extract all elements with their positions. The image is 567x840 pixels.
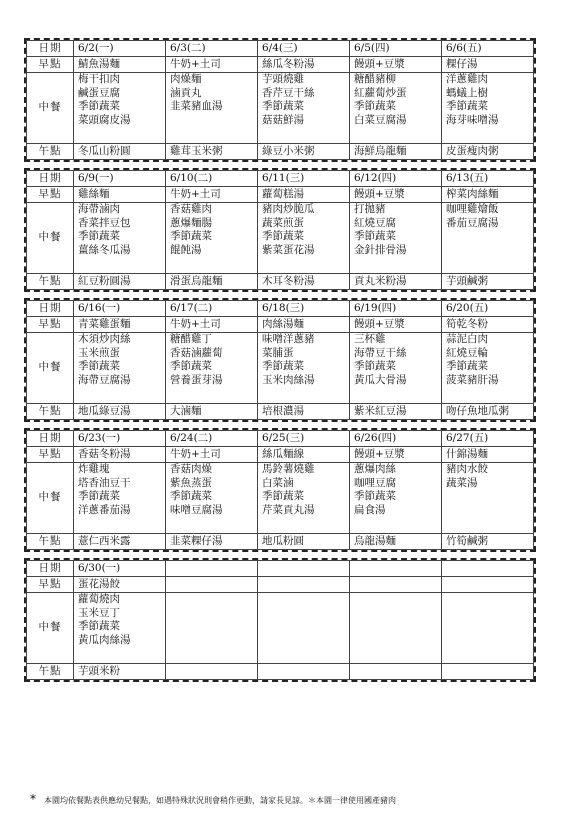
lunch-dish: 紅蘿蔔炒蛋 xyxy=(354,86,407,99)
lunch-dishes xyxy=(442,203,534,274)
lunch-dish: 季節蔬菜 xyxy=(78,620,120,632)
lunch-dishes xyxy=(74,333,166,404)
lunch-dishes xyxy=(442,463,534,534)
breakfast-item: 饅頭+豆漿 xyxy=(350,187,442,203)
day-date xyxy=(442,561,534,577)
lunch-dish: 韭菜豬血湯 xyxy=(170,100,223,112)
lunch-row-label: 中餐 xyxy=(27,593,74,664)
week-table xyxy=(26,170,534,290)
lunch-dish: 薑絲冬瓜湯 xyxy=(78,243,131,256)
snack-row xyxy=(27,404,534,420)
day-date: 6/16(一) xyxy=(74,301,166,317)
day-date: 6/9(一) xyxy=(74,171,166,187)
lunch-dishes xyxy=(258,203,350,274)
snack-item: 木耳冬粉湯 xyxy=(258,274,350,290)
footnote-text: 本園均依餐點表供應幼兒餐點，如遇特殊狀況則會稍作更動，請家長見諒。＊本園一律使用國產豬肉 xyxy=(44,796,396,805)
snack-item: 綠豆小米粥 xyxy=(258,144,350,160)
lunch-dish: 玉米豆丁 xyxy=(78,606,120,619)
lunch-dish: 蔬菜湯 xyxy=(446,476,478,489)
week-table xyxy=(26,560,534,680)
breakfast-item: 肉絲湯麵 xyxy=(258,317,350,333)
lunch-dishes xyxy=(258,333,350,404)
lunch-dishes xyxy=(166,593,258,664)
lunch-dish: 肉燥麵 xyxy=(170,73,202,85)
lunch-dish: 季節蔬菜 xyxy=(78,360,120,372)
day-date: 6/26(四) xyxy=(350,431,442,447)
week-table xyxy=(26,40,534,160)
breakfast-item: 牛奶+土司 xyxy=(166,317,258,333)
week-block xyxy=(24,558,536,682)
lunch-dish: 紫魚蒸蛋 xyxy=(170,476,212,489)
breakfast-row xyxy=(27,447,534,463)
lunch-dish: 季節蔬菜 xyxy=(78,490,120,502)
snack-row-label: 午點 xyxy=(27,534,74,550)
lunch-dishes xyxy=(258,593,350,664)
snack-item: 紫米紅豆湯 xyxy=(350,404,442,420)
lunch-dish: 蔬菜煎蛋 xyxy=(262,216,304,229)
day-date xyxy=(350,561,442,577)
date-row xyxy=(27,431,534,447)
day-date: 6/4(三) xyxy=(258,41,350,57)
lunch-dish: 打拋豬 xyxy=(354,203,386,215)
day-date: 6/25(三) xyxy=(258,431,350,447)
breakfast-item: 牛奶+土司 xyxy=(166,187,258,203)
lunch-dish: 扁食湯 xyxy=(354,503,386,516)
lunch-dish: 芋頭燒雞 xyxy=(262,73,304,85)
lunch-dishes xyxy=(350,333,442,404)
lunch-dish: 螞蟻上樹 xyxy=(446,86,488,99)
lunch-dish: 菠菜豬肝湯 xyxy=(446,373,499,386)
day-date: 6/6(五) xyxy=(442,41,534,57)
lunch-dishes xyxy=(166,203,258,274)
lunch-row xyxy=(27,333,534,404)
lunch-row xyxy=(27,593,534,664)
snack-item xyxy=(442,664,534,680)
lunch-dish: 季節蔬菜 xyxy=(170,230,212,242)
breakfast-item xyxy=(166,577,258,593)
lunch-dish: 白菜滷 xyxy=(262,476,294,489)
snack-row xyxy=(27,144,534,160)
lunch-dish: 海帶滷肉 xyxy=(78,203,120,215)
snack-item: 海鮮烏龍麵 xyxy=(350,144,442,160)
date-row xyxy=(27,561,534,577)
lunch-dishes xyxy=(442,73,534,144)
breakfast-row-label: 早點 xyxy=(27,317,74,333)
lunch-row xyxy=(27,203,534,274)
date-row xyxy=(27,301,534,317)
lunch-dish: 玉米煎蛋 xyxy=(78,346,120,359)
lunch-dish: 炸雞塊 xyxy=(78,463,110,475)
breakfast-row xyxy=(27,57,534,73)
breakfast-item: 鯖魚湯麵 xyxy=(74,57,166,73)
snack-item: 地瓜粉圓 xyxy=(258,534,350,550)
lunch-dish: 海帶豆腐湯 xyxy=(78,373,131,386)
breakfast-item: 蘿蔔糕湯 xyxy=(258,187,350,203)
footnote-star: * xyxy=(30,792,36,806)
lunch-dish: 洋蔥雞肉 xyxy=(446,73,488,85)
lunch-dish: 木須炒肉絲 xyxy=(78,333,131,345)
snack-item: 冬瓜山粉圓 xyxy=(74,144,166,160)
lunch-dish: 季節蔬菜 xyxy=(262,490,304,502)
day-date: 6/3(二) xyxy=(166,41,258,57)
snack-item: 紅豆粉圓湯 xyxy=(74,274,166,290)
lunch-dish: 鹹蛋豆腐 xyxy=(78,86,120,99)
lunch-dishes xyxy=(74,203,166,274)
lunch-dish: 季節蔬菜 xyxy=(354,490,396,502)
day-date: 6/11(三) xyxy=(258,171,350,187)
day-date: 6/30(一) xyxy=(74,561,166,577)
lunch-dish: 馬鈴薯燒雞 xyxy=(262,463,315,475)
lunch-row-label: 中餐 xyxy=(27,463,74,534)
lunch-dish: 紅燒豆輪 xyxy=(446,346,488,359)
lunch-dishes xyxy=(442,333,534,404)
lunch-row-label: 中餐 xyxy=(27,333,74,404)
lunch-dish: 蔥爆肉絲 xyxy=(354,463,396,475)
snack-row-label: 午點 xyxy=(27,274,74,290)
lunch-dishes xyxy=(350,463,442,534)
breakfast-item xyxy=(350,577,442,593)
lunch-dish: 季節蔬菜 xyxy=(170,490,212,502)
breakfast-item: 雞絲麵 xyxy=(74,187,166,203)
snack-row xyxy=(27,274,534,290)
breakfast-item: 絲瓜麵線 xyxy=(258,447,350,463)
week-table xyxy=(26,300,534,420)
snack-item: 地瓜綠豆湯 xyxy=(74,404,166,420)
snack-row-label: 午點 xyxy=(27,664,74,680)
snack-item xyxy=(350,664,442,680)
date-row-label: 日期 xyxy=(27,431,74,447)
lunch-dishes xyxy=(166,73,258,144)
lunch-dish: 季節蔬菜 xyxy=(262,360,304,372)
day-date: 6/5(四) xyxy=(350,41,442,57)
breakfast-item: 饅頭+豆漿 xyxy=(350,57,442,73)
day-date xyxy=(166,561,258,577)
day-date: 6/17(二) xyxy=(166,301,258,317)
lunch-dish: 季節蔬菜 xyxy=(78,100,120,112)
lunch-dish: 紅燒豆腐 xyxy=(354,216,396,229)
breakfast-item: 香菇冬粉湯 xyxy=(74,447,166,463)
lunch-row-label: 中餐 xyxy=(27,73,74,144)
date-row-label: 日期 xyxy=(27,301,74,317)
lunch-dish: 玉米肉絲湯 xyxy=(262,373,315,386)
footnote xyxy=(30,792,550,806)
day-date: 6/20(五) xyxy=(442,301,534,317)
lunch-dishes xyxy=(74,73,166,144)
lunch-dish: 洋蔥番茄湯 xyxy=(78,503,131,516)
lunch-dish: 菇菇鮮湯 xyxy=(262,113,304,126)
breakfast-item: 牛奶+土司 xyxy=(166,57,258,73)
snack-item: 皮蛋瘦肉粥 xyxy=(442,144,534,160)
week-block xyxy=(24,168,536,292)
breakfast-row-label: 早點 xyxy=(27,187,74,203)
lunch-dish: 咖哩豆腐 xyxy=(354,476,396,489)
breakfast-item: 饅頭+豆漿 xyxy=(350,317,442,333)
snack-item xyxy=(258,664,350,680)
lunch-dishes xyxy=(166,333,258,404)
lunch-row-label: 中餐 xyxy=(27,203,74,274)
breakfast-row-label: 早點 xyxy=(27,577,74,593)
snack-item: 貢丸米粉湯 xyxy=(350,274,442,290)
lunch-dish: 蘿蔔燒肉 xyxy=(78,593,120,605)
breakfast-row xyxy=(27,187,534,203)
day-date: 6/19(四) xyxy=(350,301,442,317)
day-date: 6/27(五) xyxy=(442,431,534,447)
lunch-dish: 季節蔬菜 xyxy=(354,230,396,242)
lunch-dish: 豬肉炒脆瓜 xyxy=(262,203,315,215)
breakfast-item: 筍乾冬粉 xyxy=(442,317,534,333)
lunch-dish: 海帶豆干絲 xyxy=(354,346,407,359)
breakfast-row-label: 早點 xyxy=(27,57,74,73)
lunch-dish: 味噌豆腐湯 xyxy=(170,503,223,516)
lunch-dish: 季節蔬菜 xyxy=(446,100,488,112)
lunch-dish: 咖哩雞燴飯 xyxy=(446,203,499,215)
day-date: 6/24(二) xyxy=(166,431,258,447)
lunch-row xyxy=(27,73,534,144)
day-date: 6/13(五) xyxy=(442,171,534,187)
lunch-dish: 三杯雞 xyxy=(354,333,386,345)
snack-item: 烏龍湯麵 xyxy=(350,534,442,550)
snack-item: 芋頭米粉 xyxy=(74,664,166,680)
week-block xyxy=(24,298,536,422)
date-row xyxy=(27,41,534,57)
week-block xyxy=(24,428,536,552)
snack-item: 雞茸玉米粥 xyxy=(166,144,258,160)
lunch-dish: 香菇肉燥 xyxy=(170,463,212,475)
lunch-dish: 香菇滷蘿蔔 xyxy=(170,346,223,359)
snack-item: 薏仁西米露 xyxy=(74,534,166,550)
lunch-dish: 蒜泥白肉 xyxy=(446,333,488,345)
snack-row-label: 午點 xyxy=(27,404,74,420)
snack-item: 滑蛋烏龍麵 xyxy=(166,274,258,290)
day-date: 6/2(一) xyxy=(74,41,166,57)
lunch-dish: 梅干扣肉 xyxy=(78,73,120,85)
snack-item: 吻仔魚地瓜粥 xyxy=(442,404,534,420)
lunch-dish: 味噌洋蔥豬 xyxy=(262,333,315,345)
lunch-dish: 香芹豆干絲 xyxy=(262,86,315,99)
lunch-dish: 菜頭腐皮湯 xyxy=(78,113,131,126)
day-date: 6/12(四) xyxy=(350,171,442,187)
snack-row-label: 午點 xyxy=(27,144,74,160)
snack-item: 韭菜粿仔湯 xyxy=(166,534,258,550)
menu-page xyxy=(24,38,536,688)
lunch-dish: 季節蔬菜 xyxy=(262,230,304,242)
lunch-dishes xyxy=(258,463,350,534)
date-row-label: 日期 xyxy=(27,171,74,187)
lunch-dish: 季節蔬菜 xyxy=(78,230,120,242)
breakfast-item: 青菜雞蛋麵 xyxy=(74,317,166,333)
lunch-dish: 糖醋豬柳 xyxy=(354,73,396,85)
lunch-dish: 季節蔬菜 xyxy=(446,360,488,372)
breakfast-item xyxy=(258,577,350,593)
lunch-dishes xyxy=(442,593,534,664)
lunch-dishes xyxy=(258,73,350,144)
snack-row xyxy=(27,534,534,550)
lunch-dish: 番茄豆腐湯 xyxy=(446,216,499,229)
lunch-dish: 黃瓜肉絲湯 xyxy=(78,633,131,646)
breakfast-row-label: 早點 xyxy=(27,447,74,463)
lunch-dish: 香菇雞肉 xyxy=(170,203,212,215)
breakfast-item: 什錦湯麵 xyxy=(442,447,534,463)
lunch-dishes xyxy=(74,463,166,534)
week-block xyxy=(24,38,536,162)
lunch-dish: 糖醋雞丁 xyxy=(170,333,212,345)
day-date xyxy=(258,561,350,577)
breakfast-row xyxy=(27,317,534,333)
day-date: 6/10(二) xyxy=(166,171,258,187)
lunch-dishes xyxy=(350,203,442,274)
lunch-dish: 營養蛋芽湯 xyxy=(170,373,223,386)
snack-item xyxy=(166,664,258,680)
breakfast-item: 饅頭+豆漿 xyxy=(350,447,442,463)
snack-item: 培根濃湯 xyxy=(258,404,350,420)
snack-item: 竹筍鹹粥 xyxy=(442,534,534,550)
lunch-row xyxy=(27,463,534,534)
breakfast-item: 絲瓜冬粉湯 xyxy=(258,57,350,73)
lunch-dish: 季節蔬菜 xyxy=(354,360,396,372)
day-date: 6/23(一) xyxy=(74,431,166,447)
lunch-dish: 白菜豆腐湯 xyxy=(354,113,407,126)
snack-item: 芋頭鹹粥 xyxy=(442,274,534,290)
week-table xyxy=(26,430,534,550)
lunch-dish: 菜脯蛋 xyxy=(262,346,294,359)
date-row xyxy=(27,171,534,187)
date-row-label: 日期 xyxy=(27,41,74,57)
breakfast-item: 榨菜肉絲麵 xyxy=(442,187,534,203)
lunch-dish: 黃瓜大骨湯 xyxy=(354,373,407,386)
breakfast-item: 牛奶+土司 xyxy=(166,447,258,463)
lunch-dish: 滷貢丸 xyxy=(170,86,202,99)
menu-weeks xyxy=(24,38,536,682)
breakfast-row xyxy=(27,577,534,593)
breakfast-item: 蛋花湯餃 xyxy=(74,577,166,593)
breakfast-item xyxy=(442,577,534,593)
lunch-dish: 季節蔬菜 xyxy=(170,360,212,372)
lunch-dish: 季節蔬菜 xyxy=(354,100,396,112)
lunch-dish: 豬肉水餃 xyxy=(446,463,488,475)
lunch-dish: 紫菜蛋花湯 xyxy=(262,243,315,256)
lunch-dish: 金針排骨湯 xyxy=(354,243,407,256)
lunch-dish: 餛飩湯 xyxy=(170,243,202,256)
lunch-dish: 塔香油豆干 xyxy=(78,476,131,489)
day-date: 6/18(三) xyxy=(258,301,350,317)
lunch-dishes xyxy=(350,73,442,144)
lunch-dishes xyxy=(350,593,442,664)
lunch-dish: 蔥爆麵腸 xyxy=(170,216,212,229)
lunch-dish: 香菜拌豆包 xyxy=(78,216,131,229)
lunch-dish: 芹菜貢丸湯 xyxy=(262,503,315,516)
snack-row xyxy=(27,664,534,680)
lunch-dishes xyxy=(74,593,166,664)
lunch-dish: 季節蔬菜 xyxy=(262,100,304,112)
lunch-dishes xyxy=(166,463,258,534)
snack-item: 大滷麵 xyxy=(166,404,258,420)
date-row-label: 日期 xyxy=(27,561,74,577)
breakfast-item: 粿仔湯 xyxy=(442,57,534,73)
lunch-dish: 海芽味噌湯 xyxy=(446,113,499,126)
